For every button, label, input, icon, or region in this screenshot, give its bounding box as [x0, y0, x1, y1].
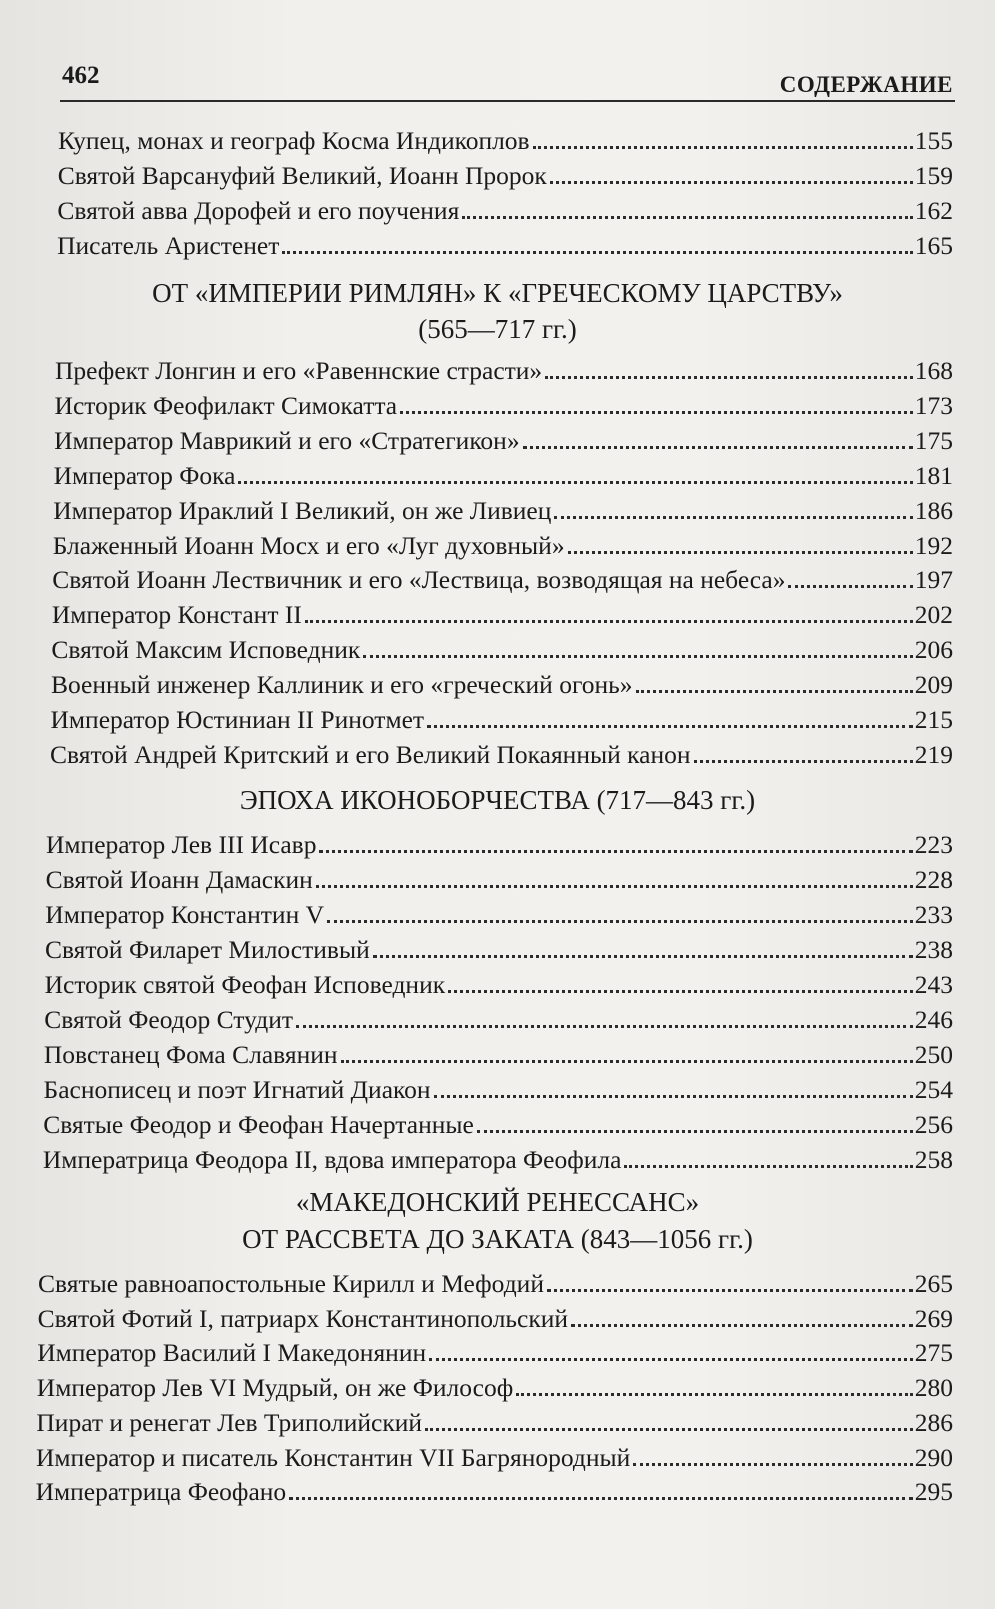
toc-entry [51, 701, 954, 735]
dot-leader [547, 1289, 913, 1292]
toc-entry-title: Император Василий I Македонянин [37, 1338, 427, 1368]
toc-entry-page: 175 [914, 425, 953, 455]
toc-entry-title: Святой Варсануфий Великий, Иоанн Пророк [57, 161, 547, 190]
toc-entry-title: Святой авва Дорофей и его поучения [57, 196, 460, 225]
toc-entry-title: Святой Фотий I, патриарх Константинопольский [37, 1303, 569, 1333]
toc-entry-page: 186 [914, 495, 953, 525]
toc-entry-page: 275 [914, 1338, 953, 1368]
section-heading-subtitle: ОТ РАССВЕТА ДО ЗАКАТА (843—1056 гг.) [242, 1224, 753, 1254]
dot-leader [568, 551, 913, 554]
toc-entry-page: 192 [914, 530, 953, 560]
toc-entry-page: 265 [914, 1269, 953, 1298]
dot-leader [316, 885, 913, 888]
toc-entry-title: Император Фока [53, 460, 236, 490]
dot-leader [434, 1095, 913, 1098]
toc-entry [38, 1300, 953, 1334]
dot-leader [462, 216, 912, 219]
dot-leader [633, 1463, 912, 1466]
toc-entry-title: Святые Феодор и Феофан Начертанные [43, 1110, 474, 1139]
toc-entry-page: 181 [914, 460, 953, 490]
toc-entry-page: 290 [914, 1442, 953, 1472]
dot-leader [448, 990, 913, 993]
dot-leader [296, 1025, 913, 1028]
toc-entry [37, 1334, 953, 1368]
toc-entry [44, 1036, 953, 1070]
toc-entry [36, 1404, 953, 1438]
toc-entry-page: 173 [914, 390, 953, 420]
toc-entry-page: 280 [914, 1373, 953, 1403]
dot-leader [289, 1497, 913, 1500]
toc-entry-page: 202 [914, 600, 953, 630]
toc-entry-page: 162 [914, 196, 953, 225]
dot-leader [400, 411, 913, 414]
toc-entry-page: 295 [914, 1477, 953, 1507]
toc-entry-title: Военный инженер Каллиник и его «греческий огонь» [50, 670, 633, 700]
toc-entry-page: 206 [914, 635, 953, 665]
dot-leader [429, 1358, 913, 1361]
dot-leader [319, 850, 912, 853]
toc-entry-page: 219 [914, 739, 953, 769]
toc-entry-title: Святой Иоанн Лествичник и его «Лествица, возводящая на небеса» [52, 565, 786, 595]
toc-entry-title: Святой Андрей Критский и его Великий Покаянный канон [50, 739, 691, 769]
toc-entry-page: 286 [914, 1407, 953, 1437]
running-header [60, 56, 955, 102]
dot-leader [523, 446, 913, 449]
toc-entry [57, 192, 953, 226]
toc-entry-title: Император Юстиниан II Ринотмет [50, 705, 425, 734]
toc-entry [36, 1439, 953, 1473]
section-heading: ЭПОХА ИКОНОБОРЧЕСТВА (717—843 гг.) [239, 785, 756, 815]
toc-entry-page: 254 [914, 1075, 953, 1104]
dot-leader [788, 585, 912, 588]
toc-entry-title: Блаженный Иоанн Мосх и его «Луг духовный» [52, 530, 565, 560]
dot-leader [238, 481, 912, 484]
toc-entry-title: Префект Лонгин и его «Равеннские страсти» [55, 356, 543, 385]
toc-entry-page: 165 [914, 231, 953, 260]
toc-entry-page: 258 [914, 1145, 953, 1174]
dot-leader [327, 920, 913, 923]
dot-leader [363, 655, 912, 658]
toc-entry-page: 155 [914, 126, 953, 155]
toc-entry-title: Святой Иоанн Дамаскин [45, 865, 313, 894]
toc-entry-title: Купец, монах и географ Косма Индикоплов [58, 126, 530, 155]
toc-entry [50, 736, 953, 770]
toc-entry-title: Императрица Феофано [35, 1477, 287, 1507]
toc-entry-title: Святой Феодор Студит [44, 1005, 293, 1034]
dot-leader [550, 181, 913, 184]
running-title: СОДЕРЖАНИЕ [779, 72, 953, 97]
toc-entry [45, 896, 953, 930]
dot-leader [373, 955, 913, 958]
toc-entry-title: Писатель Аристенет [57, 231, 280, 260]
toc-entry-page: 269 [914, 1303, 953, 1333]
dot-leader [305, 620, 913, 623]
toc-entry-page: 209 [914, 670, 953, 700]
toc-entry [51, 666, 953, 700]
toc-entry-title: Император Константин V [45, 900, 325, 929]
toc-entry-page: 256 [914, 1110, 953, 1139]
toc-entry [45, 931, 953, 965]
toc-entry-page: 223 [914, 830, 953, 859]
toc-entry-title: Император Лев VI Мудрый, он же Философ [36, 1373, 514, 1403]
toc-entry [45, 966, 953, 1000]
dot-leader [554, 516, 912, 519]
toc-entry-title: Святой Филарет Милостивый [44, 935, 370, 964]
toc-entry [36, 1473, 953, 1507]
toc-entry-page: 215 [914, 705, 953, 734]
toc-entry-page: 168 [914, 356, 953, 385]
toc-entry [46, 826, 953, 860]
toc-entry-page: 233 [914, 900, 953, 929]
toc-entry-page: 228 [914, 865, 953, 894]
dot-leader [636, 690, 913, 693]
toc-entry [53, 492, 953, 526]
toc-entry [58, 157, 953, 191]
dot-leader [545, 376, 913, 379]
toc-entry-page: 246 [914, 1005, 953, 1034]
toc-entry [46, 861, 953, 895]
toc-entry [54, 422, 953, 456]
dot-leader [533, 146, 913, 149]
toc-entry-title: Император Ираклий I Великий, он же Ливиец [53, 495, 552, 525]
toc-entry-page: 159 [914, 161, 953, 190]
toc-entry-title: Император Констант II [51, 600, 302, 630]
toc-entry [37, 1369, 953, 1403]
toc-entry [43, 1141, 953, 1175]
toc-entry [55, 352, 953, 386]
toc-entry-title: Император Лев III Исавр [46, 830, 317, 859]
toc-entry [44, 1071, 953, 1105]
toc-entry [52, 596, 953, 630]
toc-entry-title: Святой Максим Исповедник [51, 635, 361, 665]
toc-entry [57, 227, 953, 261]
section-heading: «МАКЕДОНСКИЙ РЕНЕССАНС» [295, 1187, 700, 1217]
dot-leader [624, 1165, 912, 1168]
toc-entry-title: Святые равноапостольные Кирилл и Мефодий [38, 1269, 544, 1298]
section-heading-dates: (565—717 гг.) [418, 314, 577, 344]
toc-entry-page: 243 [914, 970, 953, 999]
toc-entry [53, 527, 953, 561]
dot-leader [477, 1130, 913, 1133]
toc-entry-title: Историк святой Феофан Исповедник [44, 970, 446, 999]
dot-leader [282, 251, 912, 254]
toc-entry-page: 250 [914, 1040, 953, 1069]
toc-entry-title: Пират и ренегат Лев Триполийский [36, 1407, 423, 1437]
dot-leader [516, 1393, 913, 1396]
toc-entry [44, 1001, 953, 1035]
toc-entry-title: Император и писатель Константин VII Багрянородный [36, 1442, 631, 1472]
toc-entry [43, 1106, 953, 1140]
dot-leader [694, 760, 913, 763]
toc-entry-title: Императрица Феодора II, вдова императора Феофила [42, 1145, 622, 1174]
toc-entry-title: Баснописец и поэт Игнатий Диакон [43, 1075, 431, 1104]
toc-entry-title: Историк Феофилакт Симокатта [54, 390, 398, 420]
dot-leader [571, 1324, 913, 1327]
toc-entry-title: Император Маврикий и его «Стратегикон» [54, 425, 520, 455]
toc-entry-page: 197 [914, 565, 953, 595]
toc-entry [38, 1265, 953, 1299]
toc-entry [51, 631, 953, 665]
dot-leader [427, 725, 913, 728]
toc-entry-page: 238 [914, 935, 953, 964]
toc-entry-title: Повстанец Фома Славянин [43, 1040, 338, 1069]
toc-entry [54, 457, 953, 491]
dot-leader [341, 1060, 913, 1063]
dot-leader [425, 1428, 913, 1431]
toc-entry [52, 561, 953, 595]
toc-entry [55, 387, 953, 421]
section-heading: ОТ «ИМПЕРИИ РИМЛЯН» К «ГРЕЧЕСКОМУ ЦАРСТВУ» [152, 278, 843, 308]
page-number: 462 [62, 62, 100, 89]
toc-entry [58, 122, 953, 156]
